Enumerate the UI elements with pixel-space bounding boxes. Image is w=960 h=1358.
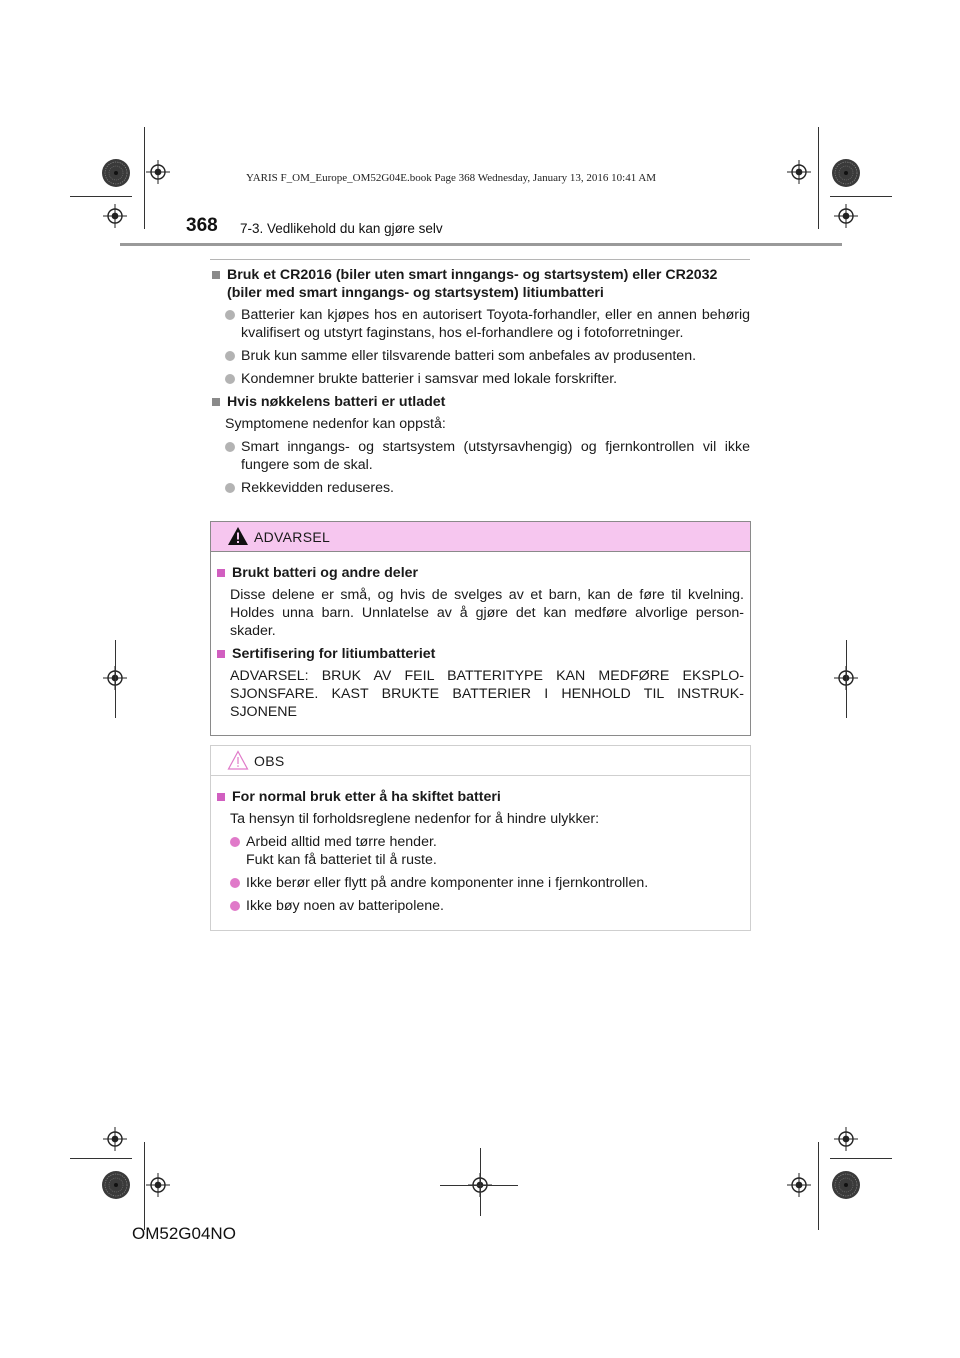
registration-rosette-icon: [831, 1170, 861, 1200]
crosshair-mark-icon: [103, 204, 127, 228]
warning-box-header: [211, 522, 750, 552]
warning-text: ADVARSEL: BRUK AV FEIL BATTERITYPE KAN MEDFØRE EKSPLO-SJONSFARE. KAST BRUKTE BATTERIER I HENHOLD TIL INSTRUK-SJONENE: [230, 668, 744, 720]
crosshair-mark-icon: [834, 204, 858, 228]
bullet-icon: [225, 483, 235, 493]
bullet-icon: [230, 901, 240, 911]
list-item: Batterier kan kjøpes hos en autorisert Toyota-forhandler, eller en annen behørig kvalifisert og utstyrt faginstans, hos el-forhandlere og i fotoforretninger.: [225, 306, 750, 342]
list-item: Arbeid alltid med tørre hender. Fukt kan få batteriet til å ruste.: [230, 833, 744, 869]
warning-heading: Brukt batteri og andre deler: [215, 564, 744, 582]
trim-line: [830, 1158, 892, 1159]
warning-box: [210, 521, 751, 736]
bullet-icon: [230, 878, 240, 888]
header-rule-thin: [210, 259, 750, 260]
trim-line: [846, 640, 847, 718]
list-item: Smart inngangs- og startsystem (utstyrsavhengig) og fjernkontrollen vil ikke fungere som de skal.: [225, 438, 750, 474]
list-item: Ikke bøy noen av batteripolene.: [230, 897, 744, 915]
trim-line: [480, 1148, 481, 1216]
notice-box-header: [211, 746, 750, 776]
trim-line: [70, 1158, 132, 1159]
notice-intro: Ta hensyn til forholdsreglene nedenfor for å hindre ulykker:: [230, 811, 600, 827]
section-marker-icon: [217, 650, 225, 658]
caution-triangle-outline-icon: [227, 750, 249, 770]
crosshair-mark-icon: [103, 1127, 127, 1151]
section-title: 7-3. Vedlikehold du kan gjøre selv: [240, 221, 443, 236]
trim-line: [115, 640, 116, 718]
notice-box: [210, 745, 751, 931]
bullet-icon: [225, 351, 235, 361]
crosshair-mark-icon: [146, 1173, 170, 1197]
section-marker-icon: [212, 398, 220, 406]
notice-heading: For normal bruk etter å ha skiftet batteri: [215, 788, 744, 806]
paragraph: Symptomene nedenfor kan oppstå:: [225, 416, 446, 432]
registration-rosette-icon: [831, 158, 861, 188]
list-item: Ikke berør eller flytt på andre komponenter inne i fjernkontrollen.: [230, 874, 744, 892]
section-marker-icon: [212, 271, 220, 279]
section-heading-dead-battery: Hvis nøkkelens batteri er utladet: [210, 393, 750, 411]
notice-label: OBS: [254, 753, 285, 769]
header-rule: [120, 243, 842, 246]
crosshair-mark-icon: [787, 160, 811, 184]
section-marker-icon: [217, 793, 225, 801]
registration-rosette-icon: [101, 158, 131, 188]
trim-line: [440, 1185, 518, 1186]
main-content: [210, 266, 750, 502]
section-marker-icon: [217, 569, 225, 577]
trim-line: [818, 127, 819, 229]
list-item: Kondemner brukte batterier i samsvar med lokale forskrifter.: [225, 370, 750, 388]
trim-line: [144, 127, 145, 229]
document-code: OM52G04NO: [132, 1224, 236, 1243]
trim-line: [818, 1142, 819, 1230]
bullet-icon: [225, 310, 235, 320]
bullet-icon: [225, 374, 235, 384]
warning-box-body: [211, 552, 750, 736]
crosshair-mark-icon: [787, 1173, 811, 1197]
list-item: Rekkevidden reduseres.: [225, 479, 750, 497]
bullet-icon: [230, 837, 240, 847]
page-number: 368: [186, 215, 218, 236]
warning-heading: Sertifisering for litiumbatteriet: [215, 645, 744, 663]
crosshair-mark-icon: [834, 1127, 858, 1151]
trim-line: [830, 196, 892, 197]
registration-rosette-icon: [101, 1170, 131, 1200]
book-info: YARIS F_OM_Europe_OM52G04E.book Page 368 Wednesday, January 13, 2016 10:41 AM: [246, 172, 657, 184]
warning-label: ADVARSEL: [254, 529, 331, 545]
warning-triangle-filled-icon: [227, 526, 249, 546]
section-heading-battery: Bruk et CR2016 (biler uten smart inngangs- og startsystem) eller CR2032 (biler med smart inngangs- og startsystem) litiumbatteri: [210, 266, 750, 302]
crosshair-mark-icon: [146, 160, 170, 184]
bullet-icon: [225, 442, 235, 452]
notice-box-body: [211, 776, 750, 930]
list-item: Bruk kun samme eller tilsvarende batteri som anbefales av produsenten.: [225, 347, 750, 365]
warning-text: Disse delene er små, og hvis de svelges av et barn, kan de føre til kvelning. Holdes unna barn. Unnlatelse av å gjøre det kan medføre alvorlige person-skader.: [230, 587, 744, 639]
trim-line: [70, 196, 132, 197]
trim-line: [144, 1142, 145, 1230]
